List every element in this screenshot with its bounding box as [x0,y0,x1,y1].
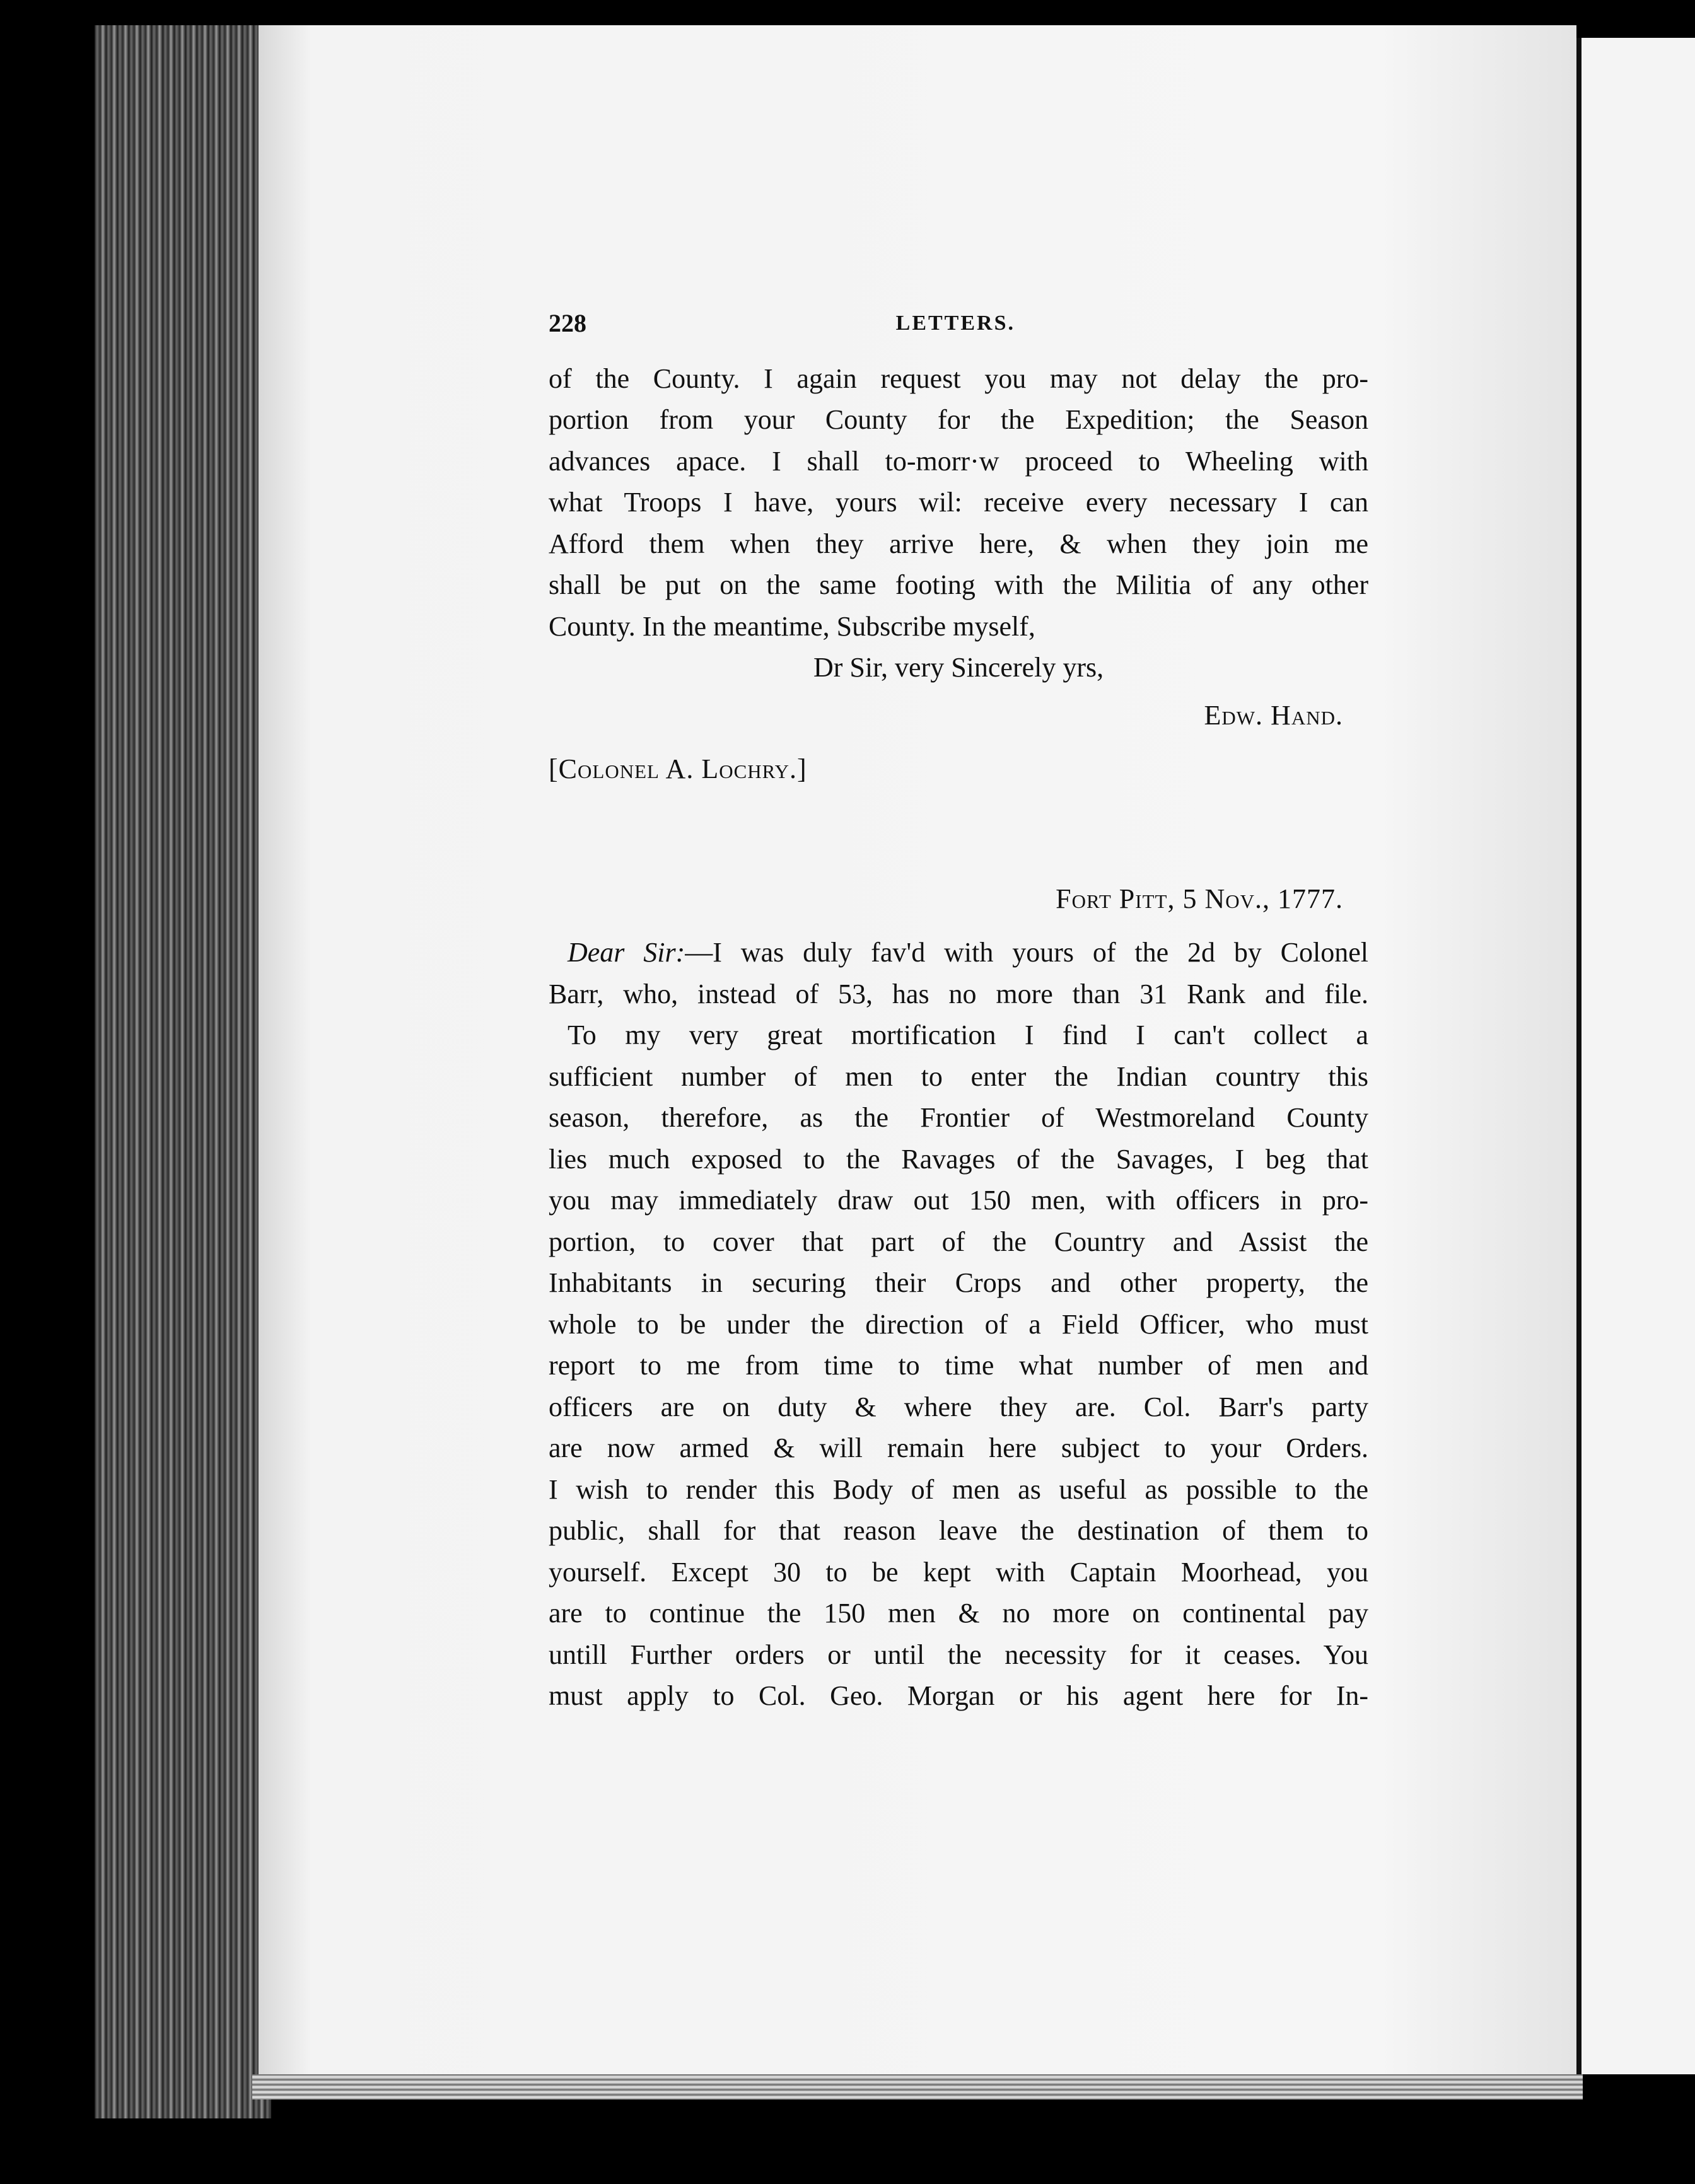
text-line: what Troops I have, yours wil: receive every necessary I can [549,487,1368,518]
text-line: are now armed & will remain here subject to your Orders. [549,1432,1368,1463]
text-line: Barr, who, instead of 53, has no more than 31 Rank and file. [549,978,1368,1009]
text-line: public, shall for that reason leave the destination of them to [549,1515,1368,1546]
book-spine-edge [95,25,271,2118]
first-line-text: —I was duly fav'd with yours of the 2d by Colonel [685,937,1368,968]
letter-2-body [549,932,1368,1717]
text-line: are to continue the 150 men & no more on continental pay [549,1598,1368,1629]
text-line: of the County. I again request you may not delay the pro- [549,363,1368,394]
text-line: sufficient number of men to enter the Indian country this [549,1060,1368,1092]
text-line: advances apace. I shall to-morr·w proceed to Wheeling with [549,445,1368,477]
text-line: shall be put on the same footing with the Militia of any other [549,569,1368,600]
salutation: Dear Sir: [568,937,685,968]
text-line: lies much exposed to the Ravages of the Savages, I beg that [549,1143,1368,1175]
page-bottom-edge [252,2074,1583,2100]
text-line: officers are on duty & where they are. Col. Barr's party [549,1391,1368,1422]
text-line: portion, to cover that part of the Country and Assist the [549,1226,1368,1257]
dateline: Fort Pitt, 5 Nov., 1777. [1056,883,1343,914]
text-line: I wish to render this Body of men as useful as possible to the [549,1473,1368,1505]
page-text [549,303,1368,1717]
text-line: Afford them when they arrive here, & when they join me [549,528,1368,559]
text-line: season, therefore, as the Frontier of Westmoreland County [549,1102,1368,1133]
adjacent-page-edge [1576,38,1695,2074]
letter-closing: Dr Sir, very Sincerely yrs, [813,652,1104,683]
text-line: portion from your County for the Expedition; the Season [549,404,1368,435]
text-line: yourself. Except 30 to be kept with Captain Moorhead, you [549,1556,1368,1588]
running-title: LETTERS. [895,311,1015,335]
page-number: 228 [549,309,586,337]
text-line: must apply to Col. Geo. Morgan or his agent here for In- [549,1680,1368,1711]
first-text-line [549,932,1368,973]
text-line: Inhabitants in securing their Crops and other property, the [549,1267,1368,1298]
text-line: report to me from time to time what number of men and [549,1350,1368,1381]
text-line: To my very great mortification I find I can't collect a [568,1019,1368,1050]
running-header [549,303,1368,344]
text-line: County. In the meantime, Subscribe myself, [549,610,1035,642]
text-line: untill Further orders or until the necessity for it ceases. You [549,1639,1368,1670]
text-line: you may immediately draw out 150 men, with officers in pro- [549,1185,1368,1216]
signature: Edw. Hand. [1204,699,1343,731]
letter-1-body [549,358,1368,648]
addressee: [Colonel A. Lochry.] [549,753,807,784]
text-line: whole to be under the direction of a Field Officer, who must [549,1308,1368,1340]
